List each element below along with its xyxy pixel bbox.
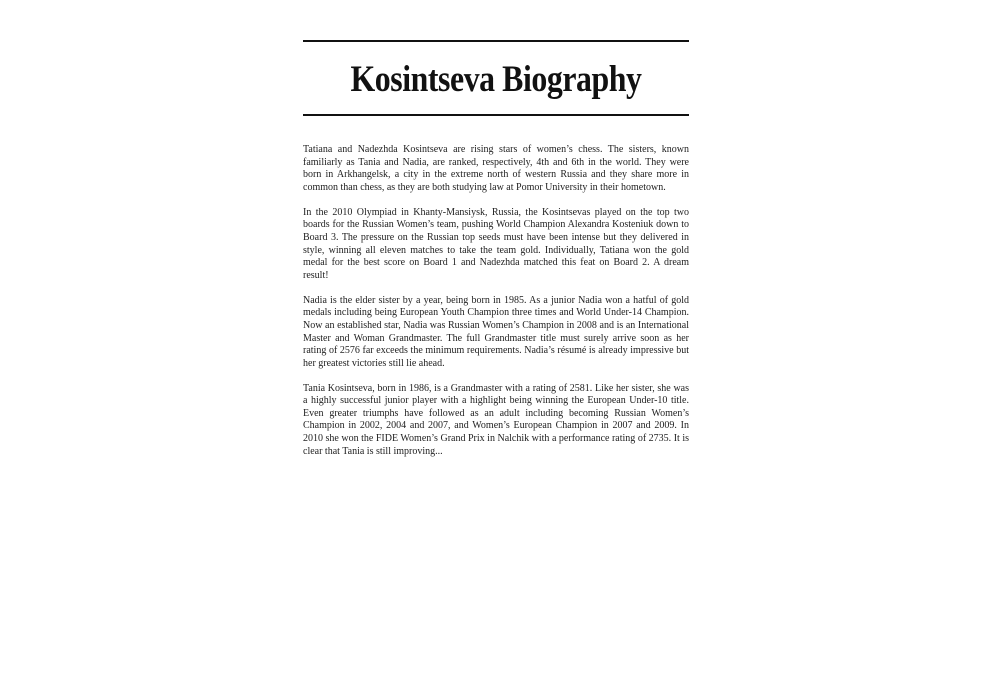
biography-page: [303, 40, 689, 471]
paragraph-intro: Tatiana and Nadezhda Kosintseva are rising stars of women’s chess. The sisters, known familiarly as Tania and Nadia, are ranked, respectively, 4th and 6th in the world. They were born in Arkhangelsk, a city in the extreme north of western Russia and they share more in common than chess, as they are both studying law at Pomor University in their hometown.: [303, 144, 689, 193]
page-title: Kosintseva Biography: [350, 59, 642, 100]
top-rule: [303, 40, 689, 42]
bottom-rule: [303, 114, 689, 116]
paragraph-nadia: Nadia is the elder sister by a year, being born in 1985. As a junior Nadia won a hatful of gold medals including being European Youth Champion three times and World Under-14 Champion. Now an established star, Nadia was Russian Women’s Champion in 2008 and is an International Master and Woman Grandmaster. The full Grandmaster title must surely arrive soon as her rating of 2576 far exceeds the minimum requirements. Nadia’s résumé is already impressive but her greatest victories still lie ahead.: [303, 294, 689, 369]
paragraph-olympiad: In the 2010 Olympiad in Khanty-Mansiysk, Russia, the Kosintsevas played on the top two boards for the Russian Women’s team, pushing World Champion Alexandra Kosteniuk down to Board 3. The pressure on the Russian top seeds must have been intense but they delivered in style, winning all eleven matches to take the team gold. Individually, Tatiana won the gold medal for the best score on Board 1 and Nadezhda matched this feat on Board 2. A dream result!: [303, 206, 689, 281]
paragraph-tania: Tania Kosintseva, born in 1986, is a Grandmaster with a rating of 2581. Like her sister, she was a highly successful junior player with a highlight being winning the European Under-10 title. Even greater triumphs have followed as an adult including becoming Russian Women’s Champion in 2002, 2004 and 2007, and Women’s European Champion in 2007 and 2009. In 2010 she won the FIDE Women’s Grand Prix in Nalchik with a performance rating of 2735. It is clear that Tania is still improving...: [303, 382, 689, 457]
biography-body: [303, 144, 689, 458]
